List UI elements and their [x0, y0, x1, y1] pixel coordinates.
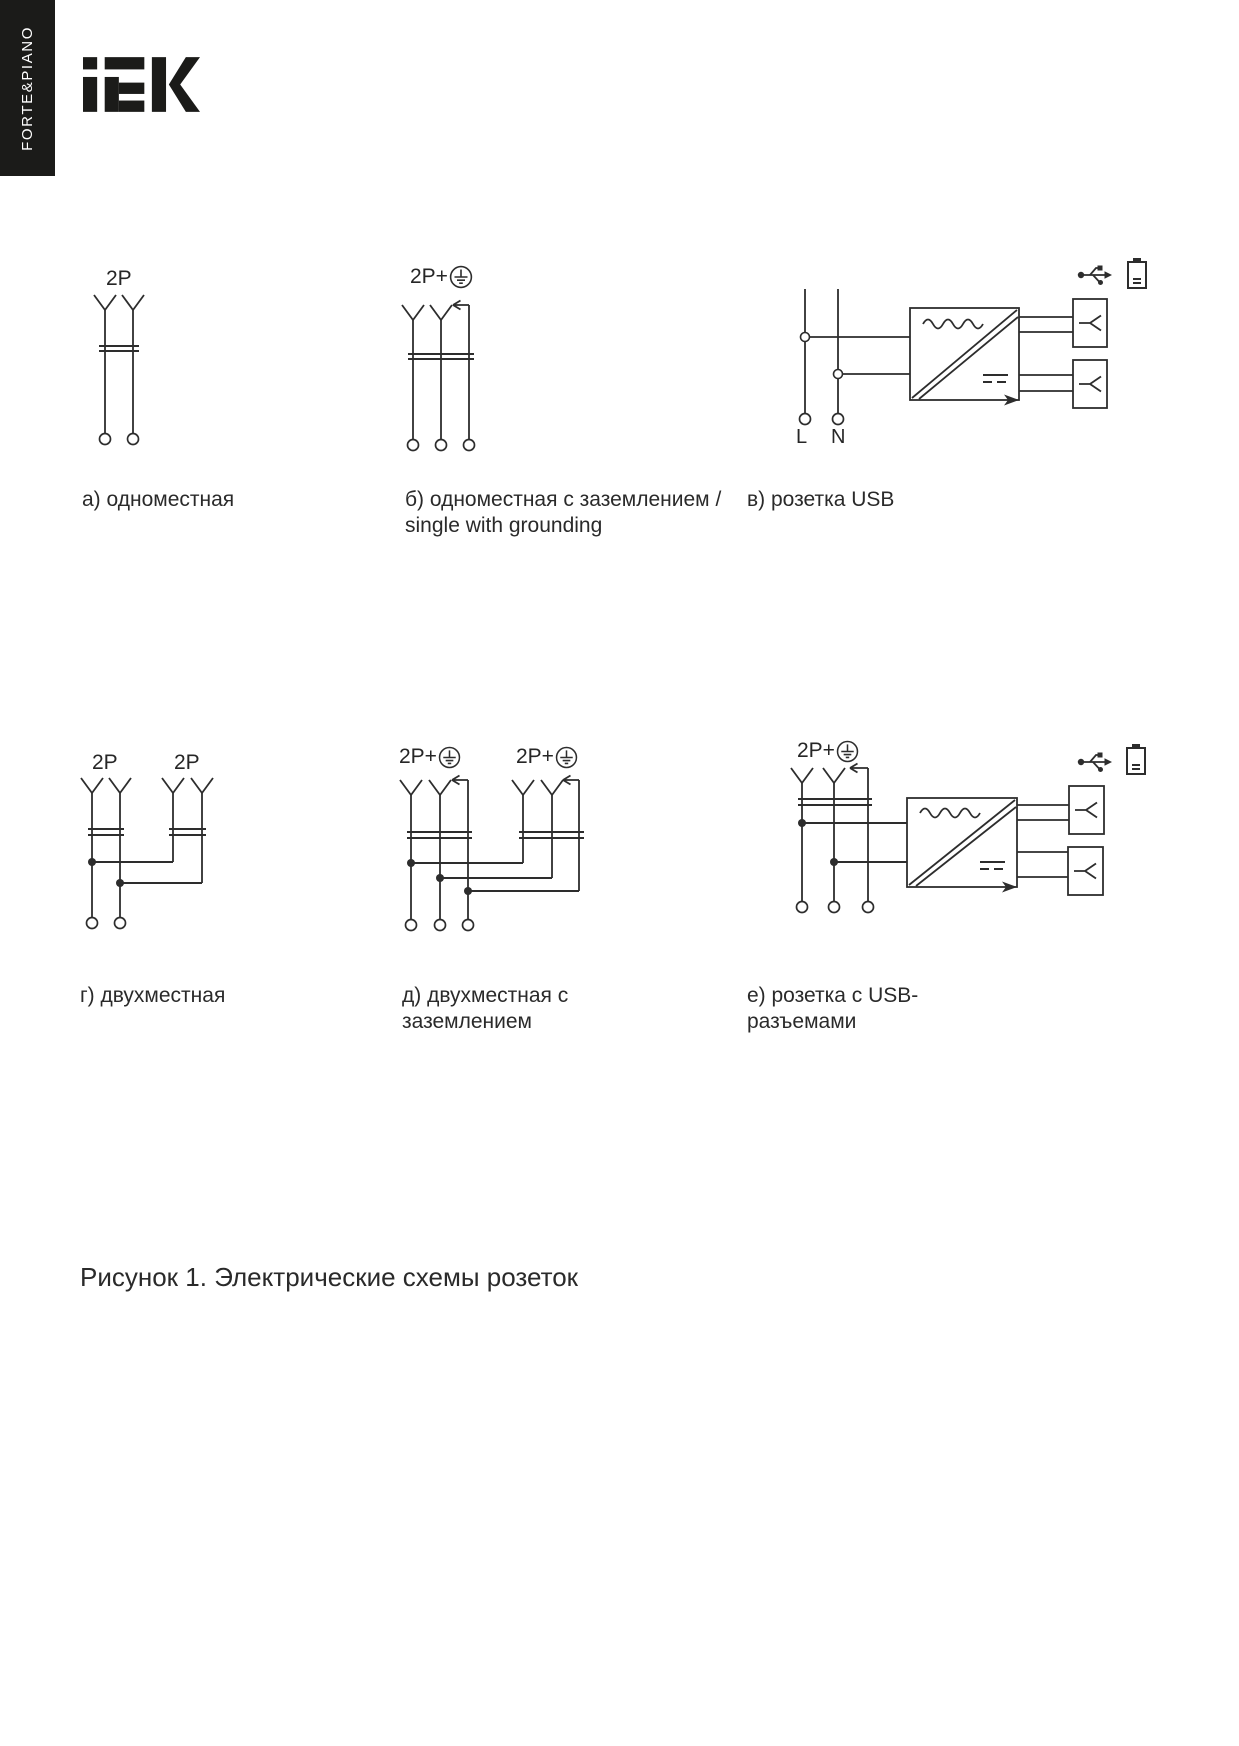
brand-banner	[0, 0, 55, 176]
diagram-v-usb-socket-circuit	[790, 250, 1160, 455]
terminal-circles	[797, 902, 874, 913]
usb-icon	[1078, 266, 1112, 286]
usb-port	[1068, 847, 1103, 895]
ac-dc-converter	[907, 798, 1017, 893]
ground-contact-icon	[850, 764, 868, 773]
usb-port	[1073, 299, 1107, 347]
diagram-e-caption-line1: е) розетка с USB-	[747, 984, 919, 1007]
terminal-circles	[800, 414, 844, 425]
diagram-a-pole-label: 2P	[106, 267, 132, 290]
diagram-g-pole-label-right: 2P	[174, 751, 200, 774]
usb-icon	[1078, 753, 1112, 773]
diagram-a-single-socket	[85, 288, 160, 453]
diagram-g-pole-label-left: 2P	[92, 751, 118, 774]
terminal-circles	[408, 440, 475, 451]
diagram-e-pole-text: 2P+	[797, 739, 835, 762]
diagram-b-grounded-socket	[400, 288, 485, 458]
mounting-bar	[407, 832, 584, 838]
terminal-circles	[100, 434, 139, 445]
diagram-d-pole-text-left: 2P+	[399, 745, 437, 768]
phase-label: L	[796, 426, 808, 448]
neutral-label: N	[831, 426, 846, 448]
diagram-d-double-grounded-socket	[395, 745, 595, 937]
brand-banner-text: FORTE&PIANO	[19, 25, 36, 151]
diagram-v-caption: в) розетка USB	[747, 488, 895, 511]
earth-icon	[449, 265, 473, 289]
diagram-d-caption-line1: д) двухместная с	[402, 984, 569, 1007]
diagram-g-caption: г) двухместная	[80, 984, 226, 1007]
diagram-b-pole-label	[410, 265, 473, 289]
iek-logo-glyphs	[83, 56, 200, 113]
battery-icon	[1128, 258, 1146, 288]
socket-contact-icon	[81, 778, 213, 793]
usb-port	[1069, 786, 1104, 834]
diagram-b-caption-line1: б) одноместная с заземлением /	[405, 488, 722, 511]
battery-icon	[1127, 744, 1145, 774]
terminal-circles	[406, 920, 474, 931]
diagram-e-caption-line2: разъемами	[747, 1010, 857, 1033]
ac-dc-converter	[910, 308, 1019, 406]
socket-contact-icon	[402, 305, 452, 320]
terminal-circles	[87, 918, 126, 929]
diagram-g-double-socket	[82, 745, 217, 935]
socket-contact-icon	[791, 768, 845, 783]
diagram-e-usb-socket-circuit	[795, 738, 1160, 923]
socket-contact-icon	[94, 295, 144, 310]
diagram-b-pole-text: 2P+	[410, 265, 448, 288]
mounting-bar	[798, 799, 872, 805]
diagram-d-pole-text-right: 2P+	[516, 745, 554, 768]
figure-caption: Рисунок 1. Электрические схемы розеток	[80, 1262, 579, 1292]
mounting-bar	[88, 829, 206, 835]
diagram-a-caption: а) одноместная	[82, 488, 235, 511]
socket-contact-icon	[400, 780, 563, 795]
ground-contact-icon	[453, 301, 469, 310]
junction-dots	[798, 819, 838, 866]
usb-port	[1073, 360, 1107, 408]
junction-terminals	[801, 333, 843, 379]
diagram-b-caption-line2: single with grounding	[405, 514, 603, 537]
iek-logo	[83, 56, 200, 113]
diagram-d-caption-line2: заземлением	[402, 1010, 532, 1033]
